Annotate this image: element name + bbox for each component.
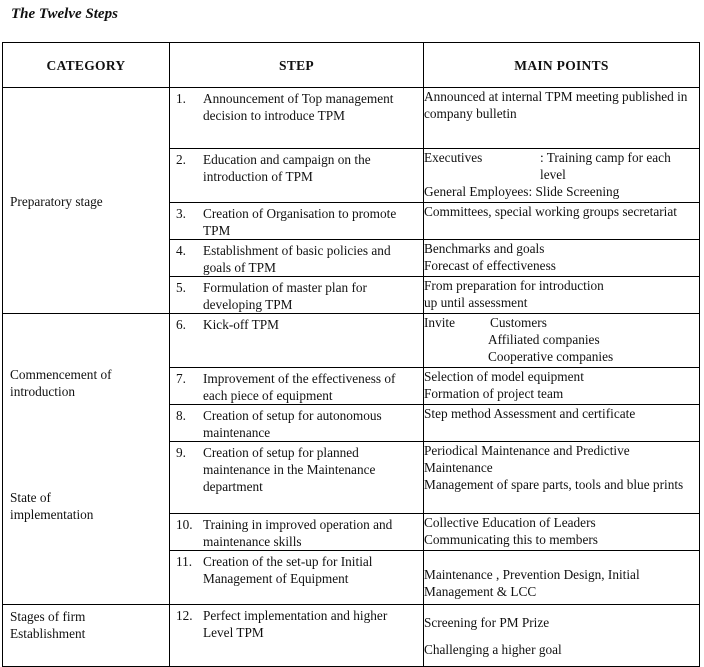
step-cell	[170, 405, 424, 442]
step-cell	[170, 277, 424, 314]
step-text: Training in improved operation and maintenance skills	[203, 517, 393, 549]
table-row	[3, 314, 700, 368]
step-text: Creation of Organisation to promote TPM	[203, 206, 397, 238]
step-cell	[170, 605, 424, 667]
main-point: Selection of model equipment	[424, 369, 584, 384]
header-category: CATEGORY	[3, 43, 170, 88]
step-number: 10.	[176, 517, 193, 532]
step-cell	[170, 240, 424, 277]
step-text: Creation of the set-up for Initial Management of Equipment	[203, 554, 373, 586]
step-text: Creation of setup for planned maintenance in the Maintenance department	[203, 445, 376, 494]
category-label: Preparatory stage	[10, 194, 103, 209]
main-point: Screening for PM Prize	[424, 615, 550, 630]
main-points-cell	[424, 203, 700, 240]
step-cell	[170, 368, 424, 405]
step-cell	[170, 203, 424, 240]
step-text: Kick-off TPM	[203, 317, 279, 332]
step-number: 8.	[176, 408, 186, 423]
table-header-row	[3, 43, 700, 88]
category-label: State of implementation	[10, 490, 94, 522]
main-points-cell	[424, 240, 700, 277]
header-main-points: MAIN POINTS	[424, 43, 700, 88]
main-point: Challenging a higher goal	[424, 642, 562, 657]
main-point: Customers	[490, 315, 547, 330]
step-number: 9.	[176, 445, 186, 460]
main-point: Executives	[424, 150, 483, 165]
category-label: Stages of firm Establishment	[10, 609, 86, 641]
step-text: Establishment of basic policies and goals of TPM	[203, 243, 391, 275]
main-points-cell	[424, 314, 700, 368]
step-cell	[170, 149, 424, 203]
step-text: Improvement of the effectiveness of each piece of equipment	[203, 371, 396, 403]
step-text: Creation of setup for autonomous maintenance	[203, 408, 382, 440]
main-points-cell	[424, 514, 700, 551]
main-point: Collective Education of Leaders	[424, 515, 596, 530]
step-number: 11.	[176, 554, 193, 569]
main-points-cell	[424, 605, 700, 667]
main-points-cell	[424, 277, 700, 314]
header-step: STEP	[170, 43, 424, 88]
step-number: 7.	[176, 371, 186, 386]
category-cell-firm-establishment	[3, 605, 170, 667]
step-number: 5.	[176, 280, 186, 295]
table-row	[3, 88, 700, 149]
main-point: : Training camp for each level	[540, 150, 671, 182]
step-number: 6.	[176, 317, 186, 332]
step-cell	[170, 442, 424, 514]
main-points-cell	[424, 149, 700, 203]
step-text: Announcement of Top management decision to introduce TPM	[203, 91, 394, 123]
main-point: Communicating this to members	[424, 532, 598, 547]
step-cell	[170, 514, 424, 551]
main-points-cell	[424, 405, 700, 442]
document-title: The Twelve Steps	[11, 6, 118, 22]
step-text: Formulation of master plan for developing TPM	[203, 280, 367, 312]
main-points-cell	[424, 88, 700, 149]
main-point: Announced at internal TPM meeting published in company bulletin	[424, 89, 688, 121]
step-text: Perfect implementation and higher Level TPM	[203, 608, 388, 640]
step-number: 12.	[176, 608, 193, 623]
main-point: up until assessment	[424, 295, 528, 310]
main-point: From preparation for introduction	[424, 278, 604, 293]
main-point: Maintenance , Prevention Design, Initial Management & LCC	[424, 567, 640, 599]
main-point: Affiliated companies	[488, 332, 600, 347]
main-points-cell	[424, 368, 700, 405]
step-cell	[170, 551, 424, 605]
main-point: Periodical Maintenance and Predictive Maintenance	[424, 443, 630, 475]
main-point: Committees, special working groups secretariat	[424, 204, 677, 219]
twelve-steps-table	[2, 42, 700, 667]
main-point: Benchmarks and goals	[424, 241, 545, 256]
step-number: 1.	[176, 91, 186, 106]
main-point: Cooperative companies	[488, 349, 614, 364]
main-points-cell	[424, 442, 700, 514]
table-row	[3, 605, 700, 667]
main-point: Formation of project team	[424, 386, 564, 401]
step-number: 4.	[176, 243, 186, 258]
step-cell	[170, 88, 424, 149]
main-points-cell	[424, 551, 700, 605]
category-cell-preparatory	[3, 88, 170, 314]
category-cell-commencement-implementation	[3, 314, 170, 605]
main-point: Management of spare parts, tools and blue prints	[424, 477, 684, 492]
step-cell	[170, 314, 424, 368]
main-point: Forecast of effectiveness	[424, 258, 556, 273]
main-point: General Employees: Slide Screening	[424, 184, 620, 199]
category-label: Commencement of introduction	[10, 367, 112, 399]
step-number: 2.	[176, 152, 186, 167]
step-number: 3.	[176, 206, 186, 221]
step-text: Education and campaign on the introduction of TPM	[203, 152, 371, 184]
main-point: Invite	[424, 315, 456, 330]
main-point: Step method Assessment and certificate	[424, 406, 636, 421]
